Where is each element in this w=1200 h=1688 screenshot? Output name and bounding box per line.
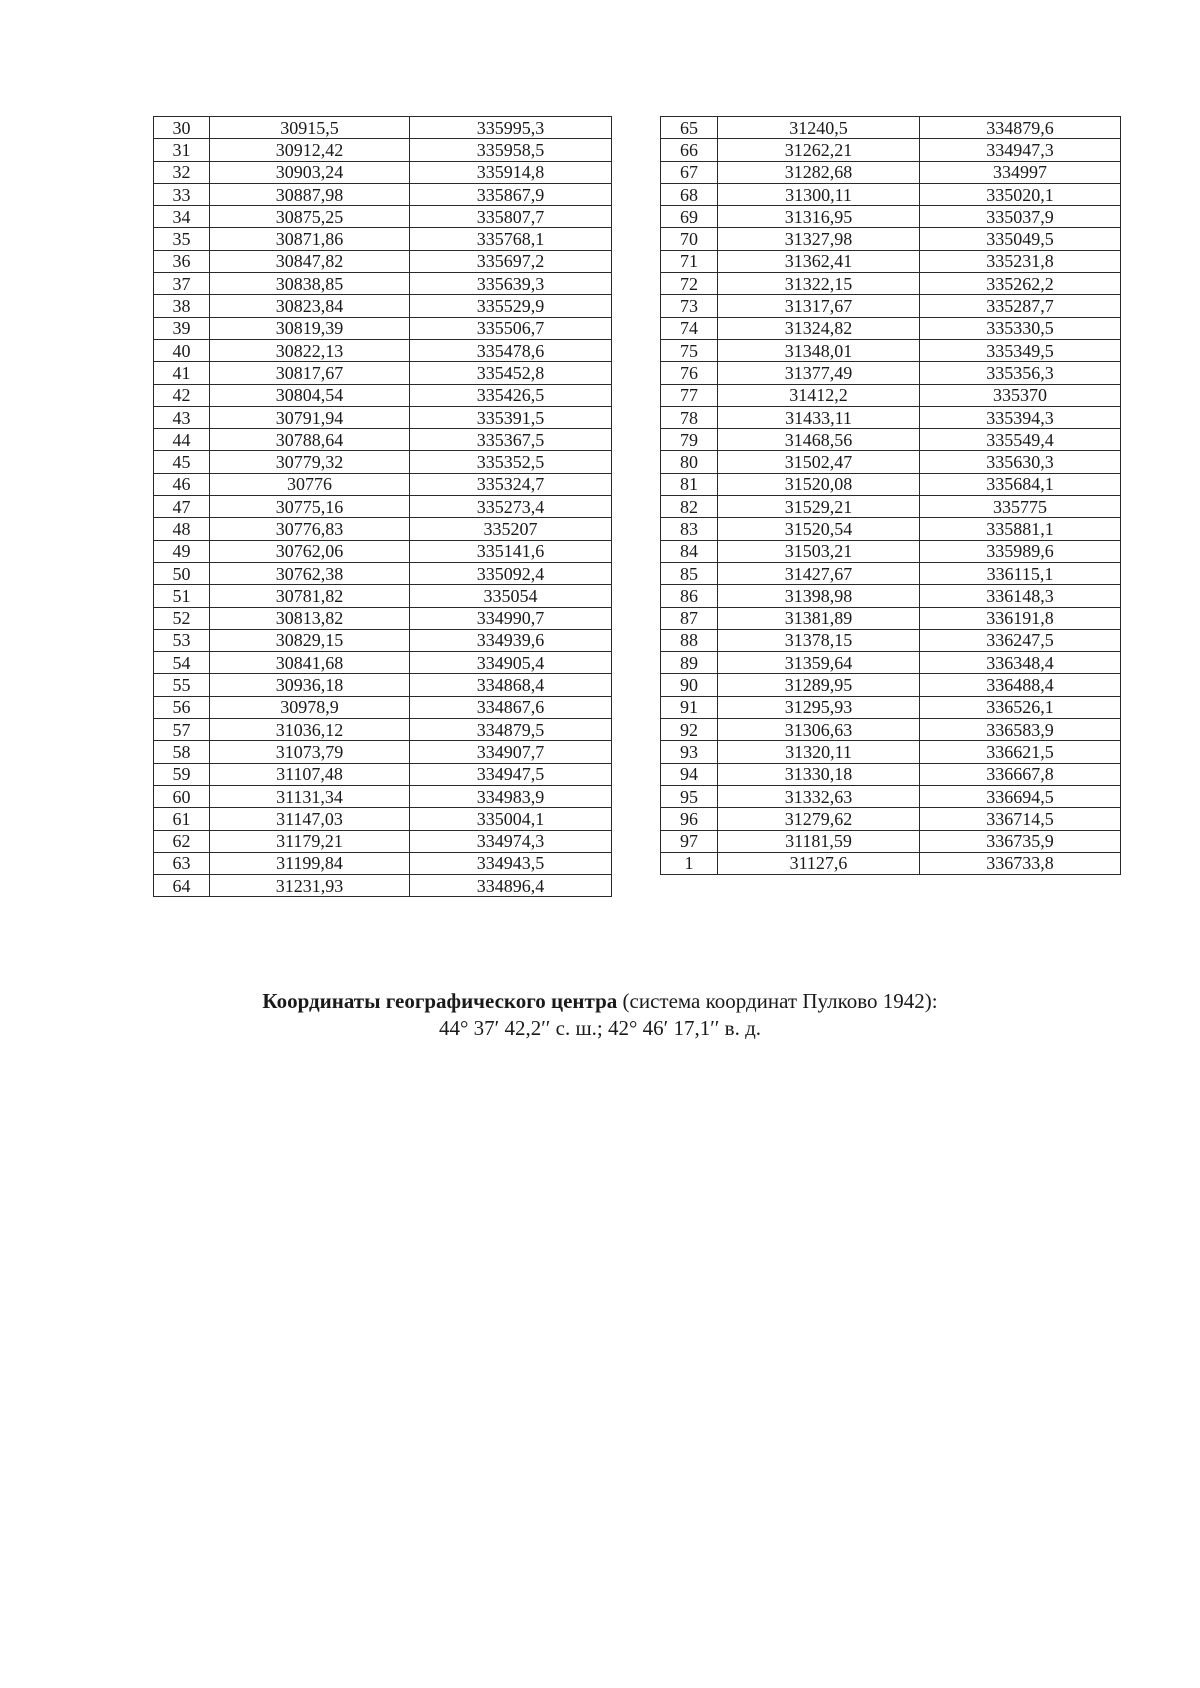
- table-row: [661, 161, 1121, 183]
- table-row: [154, 317, 612, 339]
- point-number-cell: 46: [154, 473, 210, 495]
- table-row: [154, 719, 612, 741]
- geographic-center-coordinates: 44° 37′ 42,2′′ с. ш.; 42° 46′ 17,1′′ в. д.: [438, 1016, 762, 1040]
- point-number-cell: 54: [154, 652, 210, 674]
- table-row: [154, 562, 612, 584]
- y-coordinate-cell: 336348,4: [920, 652, 1121, 674]
- x-coordinate-cell: 31330,18: [718, 763, 920, 785]
- y-coordinate-cell: 334990,7: [410, 607, 612, 629]
- point-number-cell: 68: [661, 183, 718, 205]
- x-coordinate-cell: 31317,67: [718, 295, 920, 317]
- y-coordinate-cell: 334943,5: [410, 852, 612, 874]
- y-coordinate-cell: 335958,5: [410, 139, 612, 161]
- x-coordinate-cell: 31433,11: [718, 406, 920, 428]
- y-coordinate-cell: 334983,9: [410, 785, 612, 807]
- y-coordinate-cell: 336488,4: [920, 674, 1121, 696]
- point-number-cell: 57: [154, 719, 210, 741]
- x-coordinate-cell: 31295,93: [718, 696, 920, 718]
- x-coordinate-cell: 30871,86: [210, 228, 410, 250]
- table-row: [661, 384, 1121, 406]
- y-coordinate-cell: 335092,4: [410, 562, 612, 584]
- y-coordinate-cell: 335684,1: [920, 473, 1121, 495]
- table-row: [661, 317, 1121, 339]
- table-row: [154, 228, 612, 250]
- point-number-cell: 65: [661, 117, 718, 139]
- x-coordinate-cell: 31529,21: [718, 496, 920, 518]
- x-coordinate-cell: 30776,83: [210, 518, 410, 540]
- x-coordinate-cell: 31231,93: [210, 875, 410, 897]
- table-row: [661, 585, 1121, 607]
- point-number-cell: 74: [661, 317, 718, 339]
- point-number-cell: 66: [661, 139, 718, 161]
- x-coordinate-cell: 31468,56: [718, 429, 920, 451]
- table-row: [661, 183, 1121, 205]
- point-number-cell: 88: [661, 629, 718, 651]
- point-number-cell: 78: [661, 406, 718, 428]
- y-coordinate-cell: 335867,9: [410, 183, 612, 205]
- y-coordinate-cell: 335394,3: [920, 406, 1121, 428]
- y-coordinate-cell: 335020,1: [920, 183, 1121, 205]
- table-row: [661, 719, 1121, 741]
- x-coordinate-cell: 30813,82: [210, 607, 410, 629]
- y-coordinate-cell: 336694,5: [920, 785, 1121, 807]
- table-row: [154, 763, 612, 785]
- y-coordinate-cell: 335529,9: [410, 295, 612, 317]
- x-coordinate-cell: 30779,32: [210, 451, 410, 473]
- table-row: [661, 785, 1121, 807]
- y-coordinate-cell: 335549,4: [920, 429, 1121, 451]
- y-coordinate-cell: 336115,1: [920, 562, 1121, 584]
- table-row: [661, 362, 1121, 384]
- y-coordinate-cell: 335287,7: [920, 295, 1121, 317]
- table-row: [154, 117, 612, 139]
- point-number-cell: 31: [154, 139, 210, 161]
- point-number-cell: 91: [661, 696, 718, 718]
- point-number-cell: 83: [661, 518, 718, 540]
- table-row: [154, 674, 612, 696]
- table-row: [661, 273, 1121, 295]
- y-coordinate-cell: 336735,9: [920, 830, 1121, 852]
- y-coordinate-cell: 336714,5: [920, 808, 1121, 830]
- point-number-cell: 87: [661, 607, 718, 629]
- table-row: [661, 607, 1121, 629]
- x-coordinate-cell: 31324,82: [718, 317, 920, 339]
- table-row: [154, 250, 612, 272]
- y-coordinate-cell: 335768,1: [410, 228, 612, 250]
- x-coordinate-cell: 31316,95: [718, 206, 920, 228]
- table-row: [154, 295, 612, 317]
- table-row: [661, 652, 1121, 674]
- y-coordinate-cell: 334947,3: [920, 139, 1121, 161]
- y-coordinate-cell: 335367,5: [410, 429, 612, 451]
- x-coordinate-cell: 30875,25: [210, 206, 410, 228]
- x-coordinate-cell: 31127,6: [718, 852, 920, 874]
- table-row: [154, 518, 612, 540]
- y-coordinate-cell: 335231,8: [920, 250, 1121, 272]
- table-row: [154, 473, 612, 495]
- point-number-cell: 84: [661, 540, 718, 562]
- y-coordinate-cell: 336583,9: [920, 719, 1121, 741]
- x-coordinate-cell: 30762,38: [210, 562, 410, 584]
- table-row: [661, 228, 1121, 250]
- y-coordinate-cell: 334997: [920, 161, 1121, 183]
- y-coordinate-cell: 336621,5: [920, 741, 1121, 763]
- y-coordinate-cell: 335356,3: [920, 362, 1121, 384]
- geographic-center-block: [0, 988, 1200, 1042]
- point-number-cell: 69: [661, 206, 718, 228]
- table-row: [154, 273, 612, 295]
- point-number-cell: 95: [661, 785, 718, 807]
- y-coordinate-cell: 335775: [920, 496, 1121, 518]
- point-number-cell: 77: [661, 384, 718, 406]
- point-number-cell: 43: [154, 406, 210, 428]
- x-coordinate-cell: 30788,64: [210, 429, 410, 451]
- table-row: [661, 406, 1121, 428]
- point-number-cell: 73: [661, 295, 718, 317]
- point-number-cell: 38: [154, 295, 210, 317]
- table-row: [661, 206, 1121, 228]
- table-row: [661, 830, 1121, 852]
- point-number-cell: 59: [154, 763, 210, 785]
- table-row: [661, 808, 1121, 830]
- x-coordinate-cell: 31036,12: [210, 719, 410, 741]
- y-coordinate-cell: 335037,9: [920, 206, 1121, 228]
- x-coordinate-cell: 31282,68: [718, 161, 920, 183]
- x-coordinate-cell: 30841,68: [210, 652, 410, 674]
- y-coordinate-cell: 334879,6: [920, 117, 1121, 139]
- y-coordinate-cell: 335995,3: [410, 117, 612, 139]
- table-row: [154, 741, 612, 763]
- table-row: [661, 339, 1121, 361]
- y-coordinate-cell: 336191,8: [920, 607, 1121, 629]
- y-coordinate-cell: 334907,7: [410, 741, 612, 763]
- point-number-cell: 71: [661, 250, 718, 272]
- y-coordinate-cell: 334974,3: [410, 830, 612, 852]
- table-row: [154, 852, 612, 874]
- point-number-cell: 67: [661, 161, 718, 183]
- x-coordinate-cell: 31107,48: [210, 763, 410, 785]
- table-row: [661, 295, 1121, 317]
- y-coordinate-cell: 335273,4: [410, 496, 612, 518]
- point-number-cell: 39: [154, 317, 210, 339]
- table-row: [154, 830, 612, 852]
- y-coordinate-cell: 335639,3: [410, 273, 612, 295]
- point-number-cell: 44: [154, 429, 210, 451]
- point-number-cell: 81: [661, 473, 718, 495]
- point-number-cell: 30: [154, 117, 210, 139]
- y-coordinate-cell: 336733,8: [920, 852, 1121, 874]
- y-coordinate-cell: 336247,5: [920, 629, 1121, 651]
- x-coordinate-cell: 31327,98: [718, 228, 920, 250]
- point-number-cell: 75: [661, 339, 718, 361]
- table-row: [661, 562, 1121, 584]
- x-coordinate-cell: 31503,21: [718, 540, 920, 562]
- point-number-cell: 41: [154, 362, 210, 384]
- point-number-cell: 49: [154, 540, 210, 562]
- x-coordinate-cell: 31181,59: [718, 830, 920, 852]
- point-number-cell: 47: [154, 496, 210, 518]
- point-number-cell: 55: [154, 674, 210, 696]
- point-number-cell: 89: [661, 652, 718, 674]
- x-coordinate-cell: 31131,34: [210, 785, 410, 807]
- y-coordinate-cell: 335426,5: [410, 384, 612, 406]
- x-coordinate-cell: 31362,41: [718, 250, 920, 272]
- x-coordinate-cell: 31378,15: [718, 629, 920, 651]
- point-number-cell: 36: [154, 250, 210, 272]
- point-number-cell: 60: [154, 785, 210, 807]
- x-coordinate-cell: 31306,63: [718, 719, 920, 741]
- point-number-cell: 97: [661, 830, 718, 852]
- table-row: [154, 339, 612, 361]
- table-row: [154, 384, 612, 406]
- x-coordinate-cell: 31300,11: [718, 183, 920, 205]
- table-row: [154, 696, 612, 718]
- x-coordinate-cell: 31332,63: [718, 785, 920, 807]
- x-coordinate-cell: 31289,95: [718, 674, 920, 696]
- x-coordinate-cell: 30829,15: [210, 629, 410, 651]
- y-coordinate-cell: 335049,5: [920, 228, 1121, 250]
- point-number-cell: 64: [154, 875, 210, 897]
- point-number-cell: 61: [154, 808, 210, 830]
- x-coordinate-cell: 31359,64: [718, 652, 920, 674]
- table-row: [154, 406, 612, 428]
- table-row: [661, 518, 1121, 540]
- point-number-cell: 80: [661, 451, 718, 473]
- table-row: [154, 161, 612, 183]
- x-coordinate-cell: 31073,79: [210, 741, 410, 763]
- point-number-cell: 40: [154, 339, 210, 361]
- point-number-cell: 56: [154, 696, 210, 718]
- y-coordinate-cell: 335697,2: [410, 250, 612, 272]
- geographic-center-heading: [0, 988, 1200, 1015]
- x-coordinate-cell: 30838,85: [210, 273, 410, 295]
- table-row: [661, 473, 1121, 495]
- y-coordinate-cell: 335324,7: [410, 473, 612, 495]
- y-coordinate-cell: 335478,6: [410, 339, 612, 361]
- point-number-cell: 37: [154, 273, 210, 295]
- table-row: [154, 629, 612, 651]
- point-number-cell: 96: [661, 808, 718, 830]
- y-coordinate-cell: 335881,1: [920, 518, 1121, 540]
- y-coordinate-cell: 336148,3: [920, 585, 1121, 607]
- x-coordinate-cell: 31322,15: [718, 273, 920, 295]
- point-number-cell: 34: [154, 206, 210, 228]
- x-coordinate-cell: 30912,42: [210, 139, 410, 161]
- point-number-cell: 48: [154, 518, 210, 540]
- point-number-cell: 45: [154, 451, 210, 473]
- table-row: [661, 250, 1121, 272]
- table-row: [154, 808, 612, 830]
- x-coordinate-cell: 30823,84: [210, 295, 410, 317]
- y-coordinate-cell: 335349,5: [920, 339, 1121, 361]
- x-coordinate-cell: 31199,84: [210, 852, 410, 874]
- x-coordinate-cell: 30775,16: [210, 496, 410, 518]
- coordinates-table-right: [660, 116, 1121, 875]
- x-coordinate-cell: 30791,94: [210, 406, 410, 428]
- x-coordinate-cell: 31348,01: [718, 339, 920, 361]
- x-coordinate-cell: 30817,67: [210, 362, 410, 384]
- table-row: [154, 429, 612, 451]
- point-number-cell: 79: [661, 429, 718, 451]
- y-coordinate-cell: 335207: [410, 518, 612, 540]
- table-row: [154, 585, 612, 607]
- point-number-cell: 94: [661, 763, 718, 785]
- y-coordinate-cell: 334947,5: [410, 763, 612, 785]
- table-row: [661, 139, 1121, 161]
- x-coordinate-cell: 31262,21: [718, 139, 920, 161]
- y-coordinate-cell: 334867,6: [410, 696, 612, 718]
- table-row: [661, 496, 1121, 518]
- table-row: [661, 741, 1121, 763]
- x-coordinate-cell: 30936,18: [210, 674, 410, 696]
- y-coordinate-cell: 334939,6: [410, 629, 612, 651]
- y-coordinate-cell: 335914,8: [410, 161, 612, 183]
- x-coordinate-cell: 31427,67: [718, 562, 920, 584]
- point-number-cell: 62: [154, 830, 210, 852]
- point-number-cell: 93: [661, 741, 718, 763]
- table-row: [661, 429, 1121, 451]
- point-number-cell: 92: [661, 719, 718, 741]
- point-number-cell: 72: [661, 273, 718, 295]
- table-row: [661, 696, 1121, 718]
- table-row: [154, 451, 612, 473]
- point-number-cell: 52: [154, 607, 210, 629]
- x-coordinate-cell: 30978,9: [210, 696, 410, 718]
- x-coordinate-cell: 31398,98: [718, 585, 920, 607]
- x-coordinate-cell: 30819,39: [210, 317, 410, 339]
- geographic-center-heading-bold: Координаты географического центра: [262, 989, 618, 1013]
- x-coordinate-cell: 30915,5: [210, 117, 410, 139]
- x-coordinate-cell: 30847,82: [210, 250, 410, 272]
- point-number-cell: 63: [154, 852, 210, 874]
- y-coordinate-cell: 335452,8: [410, 362, 612, 384]
- point-number-cell: 58: [154, 741, 210, 763]
- point-number-cell: 42: [154, 384, 210, 406]
- x-coordinate-cell: 31240,5: [718, 117, 920, 139]
- geographic-center-heading-rest: (система координат Пулково 1942):: [617, 989, 938, 1013]
- point-number-cell: 51: [154, 585, 210, 607]
- y-coordinate-cell: 335262,2: [920, 273, 1121, 295]
- x-coordinate-cell: 31412,2: [718, 384, 920, 406]
- y-coordinate-cell: 335506,7: [410, 317, 612, 339]
- table-row: [154, 206, 612, 228]
- table-row: [154, 183, 612, 205]
- table-row: [154, 139, 612, 161]
- y-coordinate-cell: 335141,6: [410, 540, 612, 562]
- table-row: [154, 540, 612, 562]
- y-coordinate-cell: 335054: [410, 585, 612, 607]
- table-row: [661, 451, 1121, 473]
- point-number-cell: 33: [154, 183, 210, 205]
- x-coordinate-cell: 30887,98: [210, 183, 410, 205]
- x-coordinate-cell: 30762,06: [210, 540, 410, 562]
- point-number-cell: 90: [661, 674, 718, 696]
- x-coordinate-cell: 31320,11: [718, 741, 920, 763]
- x-coordinate-cell: 31377,49: [718, 362, 920, 384]
- x-coordinate-cell: 31179,21: [210, 830, 410, 852]
- x-coordinate-cell: 30776: [210, 473, 410, 495]
- y-coordinate-cell: 334905,4: [410, 652, 612, 674]
- y-coordinate-cell: 334896,4: [410, 875, 612, 897]
- y-coordinate-cell: 336667,8: [920, 763, 1121, 785]
- y-coordinate-cell: 335352,5: [410, 451, 612, 473]
- y-coordinate-cell: 334879,5: [410, 719, 612, 741]
- point-number-cell: 85: [661, 562, 718, 584]
- y-coordinate-cell: 335004,1: [410, 808, 612, 830]
- point-number-cell: 70: [661, 228, 718, 250]
- x-coordinate-cell: 30804,54: [210, 384, 410, 406]
- point-number-cell: 76: [661, 362, 718, 384]
- y-coordinate-cell: 335807,7: [410, 206, 612, 228]
- table-row: [661, 629, 1121, 651]
- y-coordinate-cell: 336526,1: [920, 696, 1121, 718]
- x-coordinate-cell: 31520,54: [718, 518, 920, 540]
- x-coordinate-cell: 31502,47: [718, 451, 920, 473]
- table-row: [154, 875, 612, 897]
- x-coordinate-cell: 30903,24: [210, 161, 410, 183]
- y-coordinate-cell: 335989,6: [920, 540, 1121, 562]
- y-coordinate-cell: 335391,5: [410, 406, 612, 428]
- x-coordinate-cell: 31147,03: [210, 808, 410, 830]
- point-number-cell: 32: [154, 161, 210, 183]
- table-row: [661, 763, 1121, 785]
- point-number-cell: 53: [154, 629, 210, 651]
- point-number-cell: 86: [661, 585, 718, 607]
- point-number-cell: 35: [154, 228, 210, 250]
- table-row: [154, 785, 612, 807]
- point-number-cell: 50: [154, 562, 210, 584]
- table-row: [154, 652, 612, 674]
- x-coordinate-cell: 31279,62: [718, 808, 920, 830]
- coordinates-table-left: [153, 116, 612, 897]
- x-coordinate-cell: 31381,89: [718, 607, 920, 629]
- x-coordinate-cell: 30781,82: [210, 585, 410, 607]
- x-coordinate-cell: 31520,08: [718, 473, 920, 495]
- table-row: [154, 362, 612, 384]
- table-row: [661, 852, 1121, 874]
- x-coordinate-cell: 30822,13: [210, 339, 410, 361]
- y-coordinate-cell: 335630,3: [920, 451, 1121, 473]
- point-number-cell: 82: [661, 496, 718, 518]
- table-row: [661, 117, 1121, 139]
- y-coordinate-cell: 335330,5: [920, 317, 1121, 339]
- table-row: [661, 540, 1121, 562]
- table-row: [154, 496, 612, 518]
- y-coordinate-cell: 335370: [920, 384, 1121, 406]
- point-number-cell: 1: [661, 852, 718, 874]
- table-row: [154, 607, 612, 629]
- y-coordinate-cell: 334868,4: [410, 674, 612, 696]
- table-row: [661, 674, 1121, 696]
